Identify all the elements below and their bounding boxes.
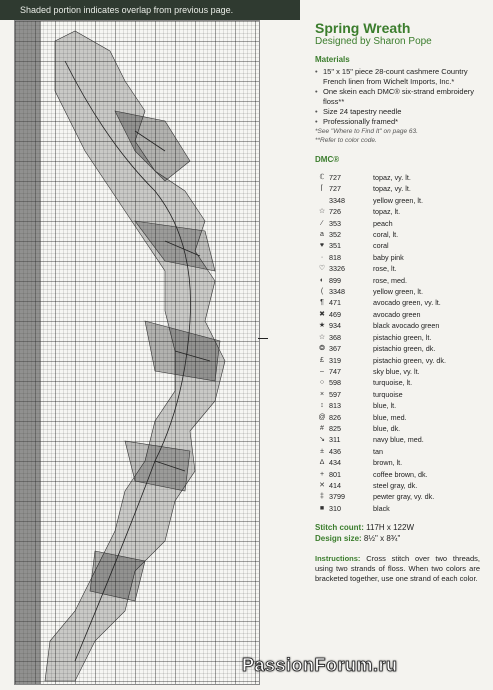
center-marker (258, 338, 268, 339)
color-key-row (315, 412, 485, 423)
dmc-number: 597 (329, 389, 341, 399)
color-key-row (315, 332, 485, 343)
dmc-number: 434 (329, 458, 341, 468)
color-key-row (315, 275, 485, 286)
stitch-stats (315, 522, 485, 544)
color-key-row (315, 457, 485, 468)
instructions-label: Instructions: (315, 554, 361, 564)
color-name: pewter gray, vy. dk. (373, 492, 435, 502)
dmc-number: 598 (329, 378, 341, 388)
dmc-number: 436 (329, 446, 341, 456)
stitch-symbol-icon: a (320, 231, 324, 239)
color-name: blue, med. (373, 412, 407, 422)
color-name: pistachio green, lt. (373, 332, 432, 342)
color-name: black (373, 503, 390, 513)
materials-item: • One skein each DMC® six-strand embroidery floss** (315, 87, 485, 107)
dmc-number: 352 (329, 230, 341, 240)
color-name: black avocado green (373, 321, 440, 331)
design-size-label: Design size: (315, 534, 362, 544)
color-key-row (315, 366, 485, 377)
instructions (315, 554, 480, 584)
color-key-row (315, 389, 485, 400)
dmc-number: 934 (329, 321, 341, 331)
design-size-value: 8½" x 8¾" (363, 534, 401, 544)
color-key-row (315, 229, 485, 240)
color-name: rose, med. (373, 275, 407, 285)
dmc-number: 471 (329, 298, 341, 308)
stitch-symbol-icon: · (320, 253, 324, 261)
wreath-motif (15, 21, 260, 685)
stitch-symbol-icon: ¶ (320, 299, 324, 307)
color-name: brown, lt. (373, 458, 403, 468)
dmc-number: 319 (329, 355, 341, 365)
stitch-symbol-icon: ★ (318, 322, 326, 330)
dmc-number: 310 (329, 503, 341, 513)
color-name: yellow green, lt. (373, 195, 423, 205)
color-name: navy blue, med. (373, 435, 424, 445)
stitch-symbol-icon: ☆ (318, 208, 326, 216)
stitch-symbol-icon: ( (320, 288, 324, 296)
dmc-number: 727 (329, 173, 341, 182)
color-key-row (315, 183, 485, 194)
color-name: baby pink (373, 252, 404, 262)
materials-item: • Size 24 tapestry needle (315, 107, 485, 117)
color-key-row (315, 320, 485, 331)
color-name: rose, lt. (373, 264, 397, 274)
color-key-row (315, 343, 485, 354)
color-name: blue, lt. (373, 401, 397, 411)
color-key-row (315, 480, 485, 491)
dmc-number: 3348 (329, 195, 345, 205)
dmc-number: 726 (329, 207, 341, 217)
color-key-row (315, 218, 485, 229)
color-key (315, 172, 485, 514)
stitch-symbol-icon: ‡ (320, 493, 324, 501)
stitch-symbol-icon: ◐ (319, 276, 325, 284)
dmc-number: 351 (329, 241, 341, 251)
dmc-number: 414 (329, 480, 341, 490)
dmc-number: 353 (329, 218, 341, 228)
stitch-symbol-icon: ℂ (319, 174, 325, 181)
color-name: topaz, vy. lt. (373, 184, 411, 194)
cross-stitch-chart (14, 20, 260, 685)
stitch-symbol-icon: ✖ (319, 310, 325, 318)
color-key-row (315, 355, 485, 366)
dmc-number: 747 (329, 366, 341, 376)
stitch-symbol-icon: # (320, 424, 324, 432)
materials-heading: Materials (315, 55, 350, 64)
header-note (0, 0, 300, 20)
dmc-number: 469 (329, 309, 341, 319)
color-key-row (315, 423, 485, 434)
color-name: coral (373, 241, 389, 251)
color-name: blue, dk. (373, 423, 401, 433)
dmc-number: 3799 (329, 492, 345, 502)
color-name: pistachio green, dk. (373, 344, 436, 354)
color-name: coral, lt. (373, 230, 399, 240)
dmc-number: 727 (329, 184, 341, 194)
materials-note: *See "Where to Find It" on page 63. (315, 128, 418, 135)
dmc-number: 813 (329, 401, 341, 411)
color-name: coffee brown, dk. (373, 469, 428, 479)
stitch-symbol-icon: ↕ (320, 402, 324, 410)
color-key-row (315, 446, 485, 457)
stitch-symbol-icon: ❂ (319, 345, 325, 353)
stitch-symbol-icon: ∆ (319, 459, 325, 467)
color-name: steel gray, dk. (373, 480, 418, 490)
color-key-row (315, 469, 485, 480)
color-key-row (315, 434, 485, 445)
color-name: yellow green, lt. (373, 287, 423, 297)
color-name: sky blue, vy. lt. (373, 366, 420, 376)
watermark-logo: PassionForum.ru (242, 655, 398, 675)
stitch-symbol-icon: ○ (319, 379, 325, 387)
stitch-symbol-icon: ⌈ (320, 185, 324, 193)
stitch-symbol-icon (315, 195, 329, 206)
stitch-count-value: 117H x 122W (366, 523, 414, 533)
stitch-symbol-icon: ∕ (321, 219, 323, 227)
color-name: peach (373, 218, 393, 228)
color-key-row (315, 252, 485, 263)
color-name: turquoise, lt. (373, 378, 413, 388)
color-key-row (315, 286, 485, 297)
color-key-row (315, 240, 485, 251)
stitch-symbol-icon: ✕ (319, 481, 325, 489)
materials-item: • Professionally framed* (315, 117, 485, 127)
instructions-text: Cross stitch over two threads, using two strands of floss. When two colors are bracketed together, use one strand of each color. (315, 554, 480, 584)
materials-item: • 15" x 15" piece 28-count cashmere Country French linen from Wichelt Imports, Inc.* (315, 67, 485, 87)
color-key-row (315, 206, 485, 217)
color-name: pistachio green, vy. dk. (373, 355, 446, 365)
stitch-symbol-icon: ♡ (318, 265, 326, 273)
color-key-row (315, 503, 485, 514)
dmc-heading: DMC® (315, 155, 340, 164)
color-key-row (315, 172, 485, 183)
color-name: tan (373, 446, 383, 456)
color-key-row (315, 297, 485, 308)
stitch-symbol-icon: ■ (319, 504, 325, 512)
pattern-info (315, 20, 485, 584)
color-key-row (315, 400, 485, 411)
color-name: topaz, lt. (373, 207, 401, 217)
color-name: avocado green, vy. lt. (373, 298, 441, 308)
stitch-count-label: Stitch count: (315, 523, 364, 533)
dmc-number: 899 (329, 275, 341, 285)
color-name: turquoise (373, 389, 403, 399)
stitch-symbol-icon: ↘ (319, 436, 325, 444)
color-key-row (315, 309, 485, 320)
stitch-symbol-icon: ♥ (319, 242, 325, 250)
dmc-number: 367 (329, 344, 341, 354)
dmc-number: 826 (329, 412, 341, 422)
dmc-number: 818 (329, 252, 341, 262)
header-note-text: Shaded portion indicates overlap from previous page. (20, 5, 234, 15)
stitch-symbol-icon: + (319, 470, 325, 478)
stitch-symbol-icon: – (320, 367, 324, 375)
color-key-row (315, 491, 485, 502)
color-key-row (315, 377, 485, 388)
dmc-number: 311 (329, 435, 341, 445)
dmc-number: 3348 (329, 287, 345, 297)
dmc-number: 368 (329, 332, 341, 342)
dmc-number: 825 (329, 423, 341, 433)
color-key-row (315, 195, 485, 206)
designer-byline: Designed by Sharon Pope (315, 36, 432, 47)
dmc-number: 3326 (329, 264, 345, 274)
stitch-symbol-icon: ± (320, 447, 324, 455)
stitch-symbol-icon: £ (320, 356, 324, 364)
materials-list (315, 67, 485, 127)
stitch-symbol-icon: ☆ (318, 333, 326, 341)
color-name: avocado green (373, 309, 421, 319)
pattern-title: Spring Wreath (315, 20, 411, 36)
stitch-symbol-icon: @ (318, 413, 326, 421)
dmc-number: 801 (329, 469, 341, 479)
color-name: topaz, vy. lt. (373, 173, 411, 182)
color-key-row (315, 263, 485, 274)
materials-note: **Refer to color code. (315, 137, 377, 144)
stitch-symbol-icon: × (319, 390, 325, 398)
